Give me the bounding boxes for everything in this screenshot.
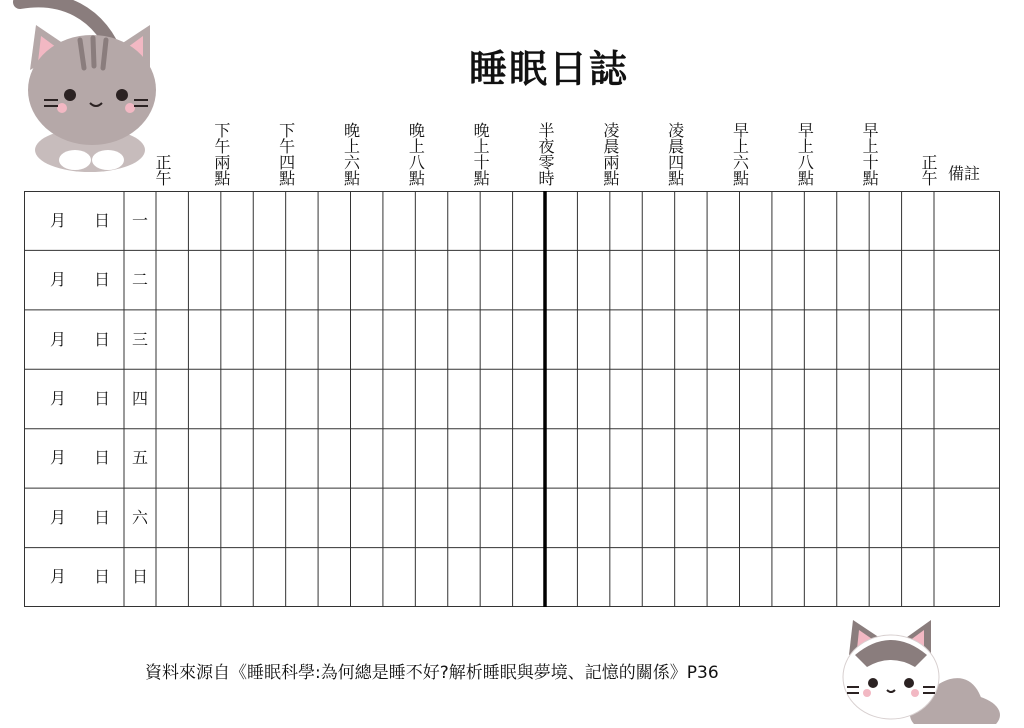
day-label: 日 [94,389,111,408]
weekday-label: 六 [132,507,149,527]
notes-column-header: 備註 [948,164,981,183]
day-label: 日 [94,270,111,290]
time-header [726,0,754,186]
weekday-label: 日 [132,567,149,587]
day-label: 日 [94,507,111,527]
time-header [272,0,300,186]
day-label: 日 [94,210,111,230]
day-label: 日 [94,329,111,349]
time-header-label: 晚上八點 [406,122,426,186]
time-header-label: 晚上十點 [471,122,491,186]
weekday-label: 二 [132,270,149,290]
month-label: 月 [50,270,67,290]
time-header [531,0,559,186]
month-label: 月 [50,329,67,349]
month-label: 月 [50,507,67,527]
time-header [914,0,942,186]
time-header [855,0,883,186]
day-label: 日 [94,567,111,587]
time-header-label: 早上八點 [795,122,815,186]
time-header [596,0,624,186]
time-header [466,0,494,186]
time-header [207,0,235,186]
month-label: 月 [50,567,67,587]
time-header-label: 下午四點 [276,122,296,186]
cat-illustration-bottom-right [835,615,1005,728]
weekday-label: 四 [132,389,149,408]
page-title: 睡眠日誌 [468,47,629,91]
month-label: 月 [50,210,67,230]
time-header-label: 早上十點 [860,122,880,186]
time-header [401,0,429,186]
time-header-label: 下午兩點 [211,122,231,186]
weekday-label: 五 [132,448,149,468]
month-label: 月 [50,448,67,468]
time-header-label: 凌晨四點 [665,122,685,186]
weekday-label: 三 [132,329,149,349]
time-header [148,0,176,186]
weekday-label: 一 [132,210,149,230]
grid-lines [24,191,1000,607]
time-header-label: 半夜零時 [536,122,555,186]
time-header-label: 凌晨兩點 [600,122,620,186]
time-header [337,0,365,186]
sleep-log-grid [24,191,1000,607]
time-header-label: 晚上六點 [341,122,361,186]
day-label: 日 [94,448,111,468]
time-header [790,0,818,186]
source-citation: 資料來源自《睡眠科學:為何總是睡不好?解析睡眠與夢境、記憶的關係》P36 [145,663,719,683]
time-header-label: 正午 [919,154,938,186]
month-label: 月 [50,389,67,408]
time-header-label: 正午 [153,154,172,186]
time-header-label: 早上六點 [730,122,750,186]
time-header [661,0,689,186]
